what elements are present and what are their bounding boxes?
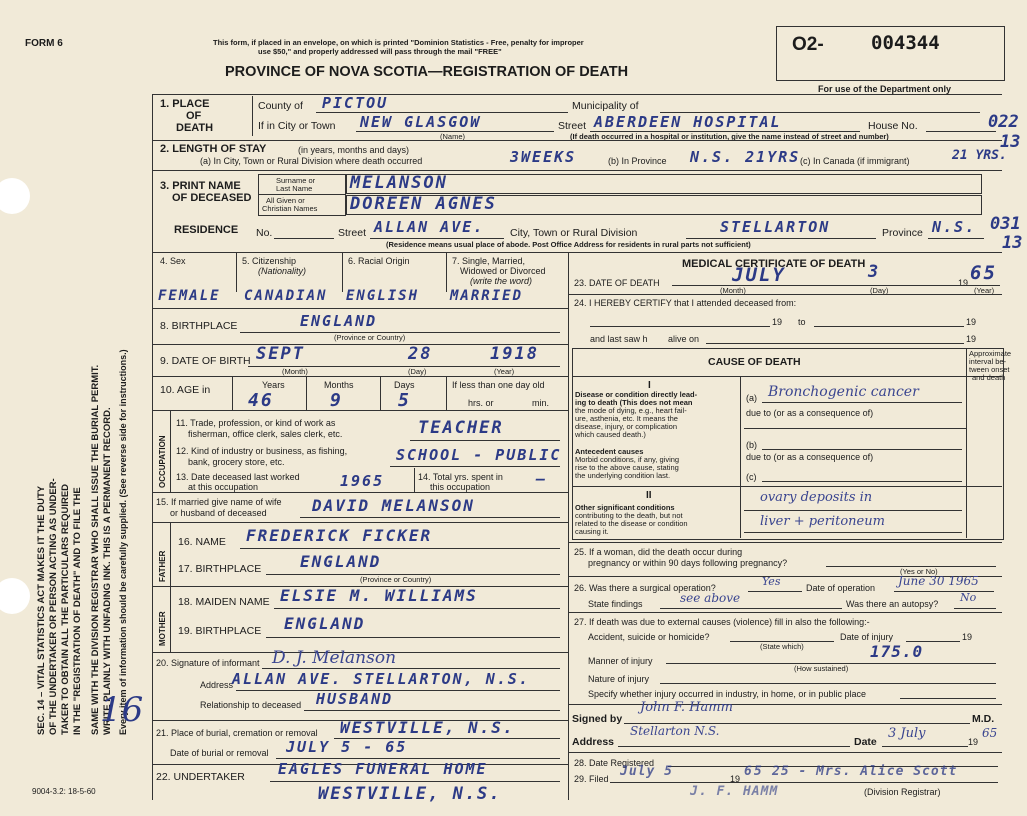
racial-value: ENGLISH	[346, 288, 420, 304]
frame-line	[152, 94, 153, 800]
sign-date: 3 July	[888, 726, 926, 741]
injury-date-label: Date of injury	[840, 632, 894, 642]
reg-prefix: O2-	[792, 34, 824, 55]
operation-date-label: Date of operation	[806, 583, 876, 593]
death-year: 65	[970, 262, 997, 284]
fill-line	[270, 781, 560, 782]
year-sub: (Year)	[974, 286, 995, 295]
informant-signature: D. J. Melanson	[272, 648, 397, 668]
spouse-value: DAVID MELANSON	[312, 496, 475, 515]
residence-note: (Residence means usual place of abode. Post Office Address for residents in rural parts not sufficient)	[386, 240, 751, 249]
side-instructions	[102, 407, 113, 735]
state-which-sub: (State which)	[760, 642, 804, 651]
divider	[170, 522, 171, 652]
divider	[740, 376, 741, 538]
fill-line	[590, 326, 770, 327]
fill-line	[762, 402, 962, 403]
county-label: County of	[258, 100, 303, 112]
fill-line	[262, 668, 560, 669]
alive-on-label: alive on	[668, 334, 700, 344]
yes-no-sub: (Yes or No)	[900, 567, 938, 576]
divider	[342, 252, 343, 292]
place-label: DEATH	[176, 122, 214, 134]
side-line: OF THE UNDERTAKER OR PERSON ACTING AS UNDER-	[48, 478, 59, 735]
deceased-label: OF DECEASED	[172, 192, 252, 204]
burial-place-value: WESTVILLE, N.S.	[340, 718, 515, 737]
side-line: IN THE "REGISTRATION OF DEATH" AND TO FILE THE	[72, 487, 83, 735]
fill-line	[240, 548, 560, 549]
marital-label: (write the word)	[470, 276, 533, 286]
antecedent-label: rise to the above cause, stating	[575, 463, 679, 472]
total-years-value: —	[536, 470, 548, 488]
residence-street-label: Street	[338, 227, 367, 239]
frame-line	[152, 94, 1002, 95]
cause-a-label: (a)	[746, 393, 757, 403]
birthplace-label: 8. BIRTHPLACE	[160, 320, 238, 332]
other-condition-1: ovary deposits in	[760, 490, 873, 505]
autopsy-answer: No	[960, 591, 977, 604]
other-conditions-label: causing it.	[575, 527, 609, 536]
interval-label: interval be-	[969, 357, 1007, 366]
given-label: Christian Names	[262, 204, 318, 213]
q13-label: at this occupation	[188, 482, 259, 492]
interval-label: Approximate	[969, 349, 1012, 358]
envelope-note: use $50," and properly addressed will pass through the mail "FREE"	[258, 47, 502, 56]
antecedent-label: Morbid conditions, if any, giving	[575, 455, 680, 464]
accident-label: Accident, suicide or homicide?	[588, 632, 710, 642]
occupation-side-text: OCCUPATION	[158, 435, 167, 488]
antecedent-label: Antecedent causes	[575, 447, 644, 456]
side-instructions	[72, 487, 83, 735]
fill-line	[618, 746, 850, 747]
side-line: Every item of information should be carefully supplied. (See reverse side for instructions.)	[118, 349, 128, 735]
signed-by-label: Signed by	[572, 713, 623, 725]
q11-label: fisherman, office clerk, sales clerk, etc.	[188, 429, 343, 439]
cause-c-label: (c)	[746, 472, 757, 482]
q12-label: bank, grocery store, etc.	[188, 457, 285, 467]
section-line	[568, 704, 1002, 705]
fill-line	[610, 782, 998, 783]
q12-label: 12. Kind of industry or business, as fishing,	[176, 446, 348, 456]
marital-value: MARRIED	[450, 288, 524, 304]
municipality-label: Municipality of	[572, 100, 639, 112]
roman-numeral-2: II	[646, 490, 652, 501]
fill-line	[660, 683, 996, 684]
day-sub: (Day)	[408, 367, 427, 376]
last-saw-label: and last saw h	[590, 334, 648, 344]
age-months: 9	[330, 390, 343, 411]
column-divider	[568, 252, 569, 800]
cause-title: CAUSE OF DEATH	[708, 356, 801, 368]
fill-line	[928, 238, 984, 239]
pregnancy-label: pregnancy or within 90 days following pregnancy?	[588, 558, 788, 568]
department-use-note: For use of the Department only	[818, 84, 952, 94]
section-line	[152, 140, 1002, 141]
divider	[446, 376, 447, 410]
industry-value: SCHOOL - PUBLIC	[396, 446, 562, 464]
margin-code: 031	[990, 214, 1021, 234]
fill-line	[266, 637, 560, 638]
months-label: Months	[324, 380, 354, 390]
informant-address-label: Address	[200, 680, 234, 690]
date-registered-label: 28. Date Registered	[574, 758, 655, 768]
section-line	[152, 522, 568, 523]
filed-year: 65	[744, 764, 764, 779]
year-sub: (Year)	[494, 367, 515, 376]
undertaker-town: WESTVILLE, N.S.	[318, 784, 502, 804]
envelope-note: This form, if placed in an envelope, on which is printed "Dominion Statistics - Free, penalty for improper	[213, 38, 584, 47]
residence-city-label: City, Town or Rural Division	[510, 227, 638, 239]
burial-place-label: 21. Place of burial, cremation or removal	[156, 728, 318, 738]
sign-date-label: Date	[854, 736, 877, 748]
physician-signature: John F. Hamm	[640, 700, 733, 715]
filed-value: July 5	[620, 764, 673, 779]
age-years: 46	[248, 390, 274, 411]
disease-label: which caused death.)	[575, 430, 646, 439]
section-line	[152, 170, 1002, 171]
father-side-text: FATHER	[158, 550, 167, 582]
yr-19: 19	[966, 334, 977, 344]
fill-line	[390, 466, 560, 467]
fill-line	[370, 238, 504, 239]
physician-address-label: Address	[572, 736, 615, 748]
relationship-label: Relationship to deceased	[200, 700, 302, 710]
punch-hole	[0, 178, 30, 214]
month-sub: (Month)	[720, 286, 746, 295]
q15-label: 15. If married give name of wife	[156, 497, 282, 507]
street-label: Street	[558, 120, 587, 132]
filed-label: 29. Filed	[574, 774, 609, 784]
mother-maiden-value: ELSIE M. WILLIAMS	[280, 586, 478, 605]
registrar-signature: J. F. HAMM	[690, 784, 779, 799]
operation-answer: Yes	[762, 575, 781, 588]
q14-label: this occupation	[430, 482, 491, 492]
findings-label: State findings	[588, 599, 643, 609]
divider	[446, 252, 447, 292]
autopsy-label: Was there an autopsy?	[846, 599, 939, 609]
disease-label: ing to death (This does not mean	[575, 398, 693, 407]
divider	[170, 410, 171, 492]
burial-date-label: Date of burial or removal	[170, 748, 269, 758]
informant-address: ALLAN AVE. STELLARTON, N.S.	[232, 670, 530, 688]
divider	[414, 468, 415, 492]
margin-code: 13	[1002, 233, 1023, 253]
disease-label: Disease or condition directly lead-	[575, 390, 698, 399]
mother-maiden-label: 18. MAIDEN NAME	[178, 596, 270, 608]
trade-value: TEACHER	[418, 418, 504, 438]
death-day: 3	[868, 262, 881, 282]
margin-mark: 16	[100, 690, 144, 730]
dob-day: 28	[408, 344, 433, 364]
cause-a-value: Bronchogenic cancer	[768, 384, 919, 400]
age-label: 10. AGE in	[160, 384, 211, 396]
form-title: PROVINCE OF NOVA SCOTIA—REGISTRATION OF DEATH	[225, 64, 629, 80]
yr-19: 19	[962, 632, 973, 642]
stay-units: (in years, months and days)	[298, 145, 410, 155]
divider	[572, 376, 1002, 377]
father-name-label: 16. NAME	[178, 536, 226, 548]
form-number: FORM 6	[25, 38, 63, 49]
fill-line	[410, 440, 560, 441]
divider	[572, 486, 1002, 487]
residence-no-label: No.	[256, 227, 273, 239]
given-label: All Given or	[266, 196, 305, 205]
citizenship-label: 5. Citizenship	[242, 256, 297, 266]
place-label: OF	[186, 110, 202, 122]
fill-line	[686, 238, 876, 239]
father-side-label	[157, 551, 168, 582]
side-line: WRITE PLAINLY WITH UNFADING INK. THIS IS A PERMANENT RECORD.	[102, 407, 113, 735]
side-instructions	[90, 365, 101, 735]
death-year-prefix: 19	[958, 278, 969, 288]
years-label: Years	[262, 380, 285, 390]
how-sustained-sub: (How sustained)	[794, 664, 849, 673]
fill-line	[660, 608, 842, 609]
fill-line	[274, 608, 560, 609]
place-label: 1. PLACE	[160, 98, 210, 110]
margin-code: 022	[988, 112, 1019, 132]
residence-city: STELLARTON	[720, 218, 831, 236]
residence-street: ALLAN AVE.	[374, 218, 485, 236]
filed-note: 25 - Mrs. Alice Scott	[772, 764, 958, 779]
days-label: Days	[394, 380, 415, 390]
given-value: DOREEN AGNES	[350, 194, 497, 214]
manner-label: Manner of injury	[588, 656, 653, 666]
birthplace-value: ENGLAND	[300, 312, 378, 330]
sign-year: 65	[982, 726, 998, 740]
antecedent-label: the underlying condition last.	[575, 471, 671, 480]
fill-line	[274, 238, 334, 239]
fill-line	[762, 481, 962, 482]
q15-label: or husband of deceased	[170, 508, 267, 518]
relationship-value: HUSBAND	[316, 690, 394, 708]
roman-numeral-1: I	[648, 380, 651, 391]
to-label: to	[798, 317, 806, 327]
fill-line	[276, 758, 560, 759]
mother-side-text: MOTHER	[158, 611, 167, 646]
section-line	[568, 612, 1002, 613]
house-label: House No.	[868, 120, 918, 132]
section-line	[568, 542, 1002, 543]
marital-label: Widowed or Divorced	[460, 266, 546, 276]
specify-label: Specify whether injury occurred in industry, in home, or in public place	[588, 689, 866, 699]
fill-line	[926, 131, 996, 132]
mother-birthplace-value: ENGLAND	[284, 614, 366, 633]
surname-value: MELANSON	[350, 173, 448, 193]
stay-c-value: 21 YRS.	[952, 148, 1007, 163]
section-line	[568, 752, 1002, 753]
residence-label: RESIDENCE	[174, 224, 239, 236]
nature-label: Nature of injury	[588, 674, 650, 684]
certify-label: 24. I HEREBY CERTIFY that I attended deceased from:	[574, 298, 797, 308]
mother-side-label	[157, 611, 168, 646]
divider	[232, 376, 233, 410]
registrar-label: (Division Registrar)	[864, 787, 941, 797]
pregnancy-label: 25. If a woman, did the death occur during	[574, 547, 743, 557]
citizenship-value: CANADIAN	[244, 288, 328, 304]
external-causes-label: 27. If death was due to external causes (violence) fill in also the following:-	[574, 617, 870, 627]
father-name-value: FREDERICK FICKER	[246, 526, 433, 545]
section-line	[152, 492, 568, 493]
fill-line	[300, 517, 560, 518]
margin-code: 13	[1000, 132, 1021, 152]
mother-birthplace-label: 19. BIRTHPLACE	[178, 625, 262, 637]
md-label: M.D.	[972, 713, 995, 725]
city-label: If in City or Town	[258, 120, 336, 132]
racial-label: 6. Racial Origin	[348, 256, 410, 266]
side-line: TAKER TO OBTAIN ALL THE PARTICULARS REQUIRED	[60, 483, 71, 735]
divider	[306, 376, 307, 410]
section-line	[152, 308, 568, 309]
dob-year: 1918	[490, 344, 539, 364]
fill-line	[814, 326, 964, 327]
fill-line	[894, 591, 994, 592]
manner-value: 175.0	[870, 642, 924, 661]
fill-line	[706, 343, 964, 344]
marital-label: 7. Single, Married,	[452, 256, 526, 266]
divider	[258, 194, 346, 195]
occupation-side-label	[157, 435, 168, 488]
informant-label: 20. Signature of informant	[156, 658, 260, 668]
divider	[380, 376, 381, 410]
age-days: 5	[398, 390, 411, 411]
fill-line	[748, 591, 802, 592]
birthplace-sub: (Province or Country)	[334, 333, 406, 342]
side-instructions	[36, 486, 47, 735]
deceased-label: 3. PRINT NAME	[160, 180, 241, 192]
punch-hole	[0, 578, 30, 614]
divider	[744, 428, 966, 429]
undertaker-value: EAGLES FUNERAL HOME	[278, 760, 488, 778]
cause-b-label: (b)	[746, 440, 757, 450]
other-conditions-label: related to the disease or condition	[575, 519, 688, 528]
other-conditions-label: contributing to the death, but not	[575, 511, 683, 520]
sex-label: 4. Sex	[160, 256, 186, 266]
residence-province: N.S.	[932, 218, 977, 236]
undertaker-label: 22. UNDERTAKER	[156, 771, 245, 783]
fill-line	[900, 698, 996, 699]
interval-label: tween onset	[969, 365, 1010, 374]
surname-label: Surname or	[276, 176, 316, 185]
burial-date-value: JULY 5 - 65	[286, 738, 408, 756]
yr-19: 19	[772, 317, 783, 327]
side-instructions	[60, 484, 71, 735]
stay-b-label: (b) In Province	[608, 156, 667, 166]
city-value: NEW GLASGOW	[360, 113, 482, 131]
death-month: JULY	[732, 264, 786, 286]
operation-date: June 30 1965	[898, 574, 979, 588]
section-line	[152, 410, 568, 411]
filed-year-prefix: 19	[730, 774, 741, 784]
disease-label: the mode of dying, e.g., heart fail-	[575, 406, 687, 415]
residence-province-label: Province	[882, 227, 923, 239]
hospital-note: (If death occurred in a hospital or institution, give the name instead of street and number)	[570, 132, 889, 141]
form-code: 9004-3.2: 18-5-60	[32, 787, 96, 796]
last-worked-value: 1965	[340, 472, 385, 490]
interval-label: and death	[972, 373, 1006, 382]
less-than-day-label: If less than one day old	[452, 380, 545, 390]
section-line	[568, 294, 1002, 295]
side-instructions	[118, 349, 129, 735]
fill-line	[744, 532, 962, 533]
side-line: SEC. 14 – VITAL STATISTICS ACT MAKES IT THE DUTY	[36, 485, 47, 735]
divider	[252, 96, 253, 136]
fill-line	[954, 608, 996, 609]
section-line	[152, 252, 1002, 253]
stay-label: 2. LENGTH OF STAY	[160, 143, 267, 155]
fill-line	[762, 449, 962, 450]
physician-address: Stellarton N.S.	[630, 724, 720, 738]
other-conditions-label: Other significant conditions	[575, 503, 675, 512]
day-sub: (Day)	[870, 286, 889, 295]
name-note: (Name)	[440, 132, 466, 141]
disease-label: ure, asthenia, etc. It means the	[575, 414, 678, 423]
county-value: PICTOU	[322, 94, 389, 112]
side-instructions	[48, 478, 59, 735]
divider	[966, 348, 967, 538]
father-birthplace-value: ENGLAND	[300, 552, 382, 571]
section-line	[152, 376, 568, 377]
stay-b-value: N.S. 21YRS	[690, 148, 801, 166]
date-of-death-label: 23. DATE OF DEATH	[574, 278, 660, 288]
dob-label: 9. DATE OF BIRTH	[160, 355, 251, 367]
medical-title: MEDICAL CERTIFICATE OF DEATH	[682, 258, 866, 270]
q14-label: 14. Total yrs. spent in	[418, 472, 503, 482]
father-birthplace-label: 17. BIRTHPLACE	[178, 563, 262, 575]
citizenship-sub: (Nationality)	[258, 266, 307, 276]
hrs-label: hrs. or	[468, 398, 494, 408]
dob-month: SEPT	[256, 344, 305, 364]
street-value: ABERDEEN HOSPITAL	[594, 113, 782, 131]
fill-line	[744, 510, 962, 511]
min-label: min.	[532, 398, 550, 408]
reg-number: 004344	[871, 32, 940, 54]
disease-label: disease, injury, or complication	[575, 422, 677, 431]
yr-19: 19	[966, 317, 977, 327]
stay-a-label: (a) In City, Town or Rural Division where death occurred	[200, 156, 423, 166]
divider	[236, 252, 237, 292]
other-condition-2: liver + peritoneum	[760, 514, 885, 529]
due-to-label: due to (or as a consequence of)	[746, 452, 874, 462]
stay-a-value: 3WEEKS	[510, 148, 577, 166]
stay-c-label: (c) In Canada (if immigrant)	[800, 156, 910, 166]
fill-line	[236, 690, 560, 691]
q11-label: 11. Trade, profession, or kind of work as	[176, 418, 336, 428]
month-sub: (Month)	[282, 367, 308, 376]
sex-value: FEMALE	[158, 288, 221, 304]
findings-value: see above	[680, 591, 741, 605]
surname-label: Last Name	[276, 184, 313, 193]
fill-line	[304, 710, 560, 711]
operation-label: 26. Was there a surgical operation?	[574, 583, 716, 593]
q13-label: 13. Date deceased last worked	[176, 472, 300, 482]
due-to-label: due to (or as a consequence of)	[746, 408, 874, 418]
country-sub: (Province or Country)	[360, 575, 432, 584]
sign-year-prefix: 19	[968, 737, 979, 747]
fill-line	[882, 746, 968, 747]
side-line: SAME WITH THE DIVISION REGISTRAR WHO SHALL ISSUE THE BURIAL PERMIT.	[90, 364, 101, 735]
